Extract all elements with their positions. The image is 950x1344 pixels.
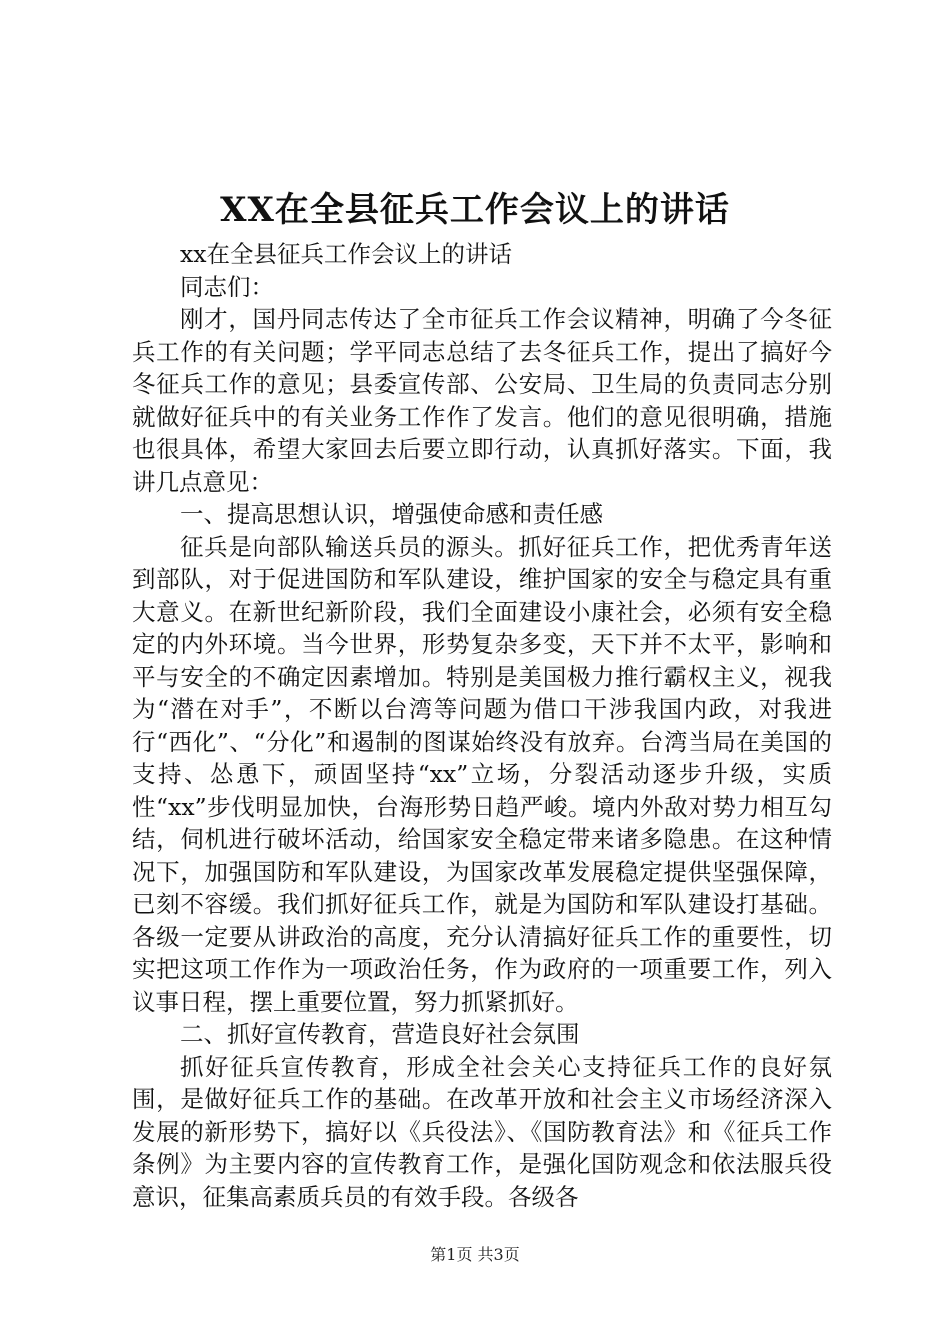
page-footer: 第1页 共3页 — [430, 1245, 520, 1264]
section-2-paragraph: 抓好征兵宣传教育，形成全社会关心支持征兵工作的良好氛围，是做好征兵工作的基础。在改革开放和社会主义市场经济深入发展的新形势下，搞好以《兵役法》、《国防教育法》和《征兵工作条例》为主要内容的宣传教育工作，是强化国防观念和依法服兵役意识，征集高素质兵员的有效手段。各级各 — [132, 1052, 832, 1211]
section-heading-1: 一、提高思想认识，增强使命感和责任感 — [180, 500, 603, 528]
section-heading-2: 二、抓好宣传教育，营造良好社会氛围 — [180, 1020, 580, 1048]
document-title: XX在全县征兵工作会议上的讲话 — [220, 190, 730, 230]
subtitle-paragraph: xx在全县征兵工作会议上的讲话 — [180, 240, 513, 268]
section-1-paragraph: 征兵是向部队输送兵员的源头。抓好征兵工作，把优秀青年送到部队，对于促进国防和军队建设，维护国家的安全与稳定具有重大意义。在新世纪新阶段，我们全面建设小康社会，必须有安全稳定的内外环境。当今世界，形势复杂多变，天下并不太平，影响和平与安全的不确定因素增加。特别是美国极力推行霸权主义，视我为“潜在对手”，不断以台湾等问题为借口干涉我国内政，对我进行“西化”、“分化”和遏制的图谋始终没有放弃。台湾当局在美国的支持、怂恿下，顽固坚持“xx”立场，分裂活动逐步升级，实质性“xx”步伐明显加快，台海形势日趋严峻。境内外敌对势力相互勾结，伺机进行破坏活动，给国家安全稳定带来诸多隐患。在这种情况下，加强国防和军队建设，为国家改革发展稳定提供坚强保障，已刻不容缓。我们抓好征兵工作，就是为国防和军队建设打基础。各级一定要从讲政治的高度，充分认清搞好征兵工作的重要性，切实把这项工作作为一项政治任务，作为政府的一项重要工作，列入议事日程，摆上重要位置，努力抓紧抓好。 — [132, 532, 832, 1016]
salutation-paragraph: 同志们： — [180, 272, 274, 301]
document-body — [132, 238, 832, 1213]
intro-paragraph: 刚才，国丹同志传达了全市征兵工作会议精神，明确了今冬征兵工作的有关问题；学平同志总结了去冬征兵工作，提出了搞好今冬征兵工作的意见；县委宣传部、公安局、卫生局的负责同志分别就做好征兵中的有关业务工作作了发言。他们的意见很明确，措施也很具体，希望大家回去后要立即行动，认真抓好落实。下面，我讲几点意见： — [132, 305, 832, 496]
